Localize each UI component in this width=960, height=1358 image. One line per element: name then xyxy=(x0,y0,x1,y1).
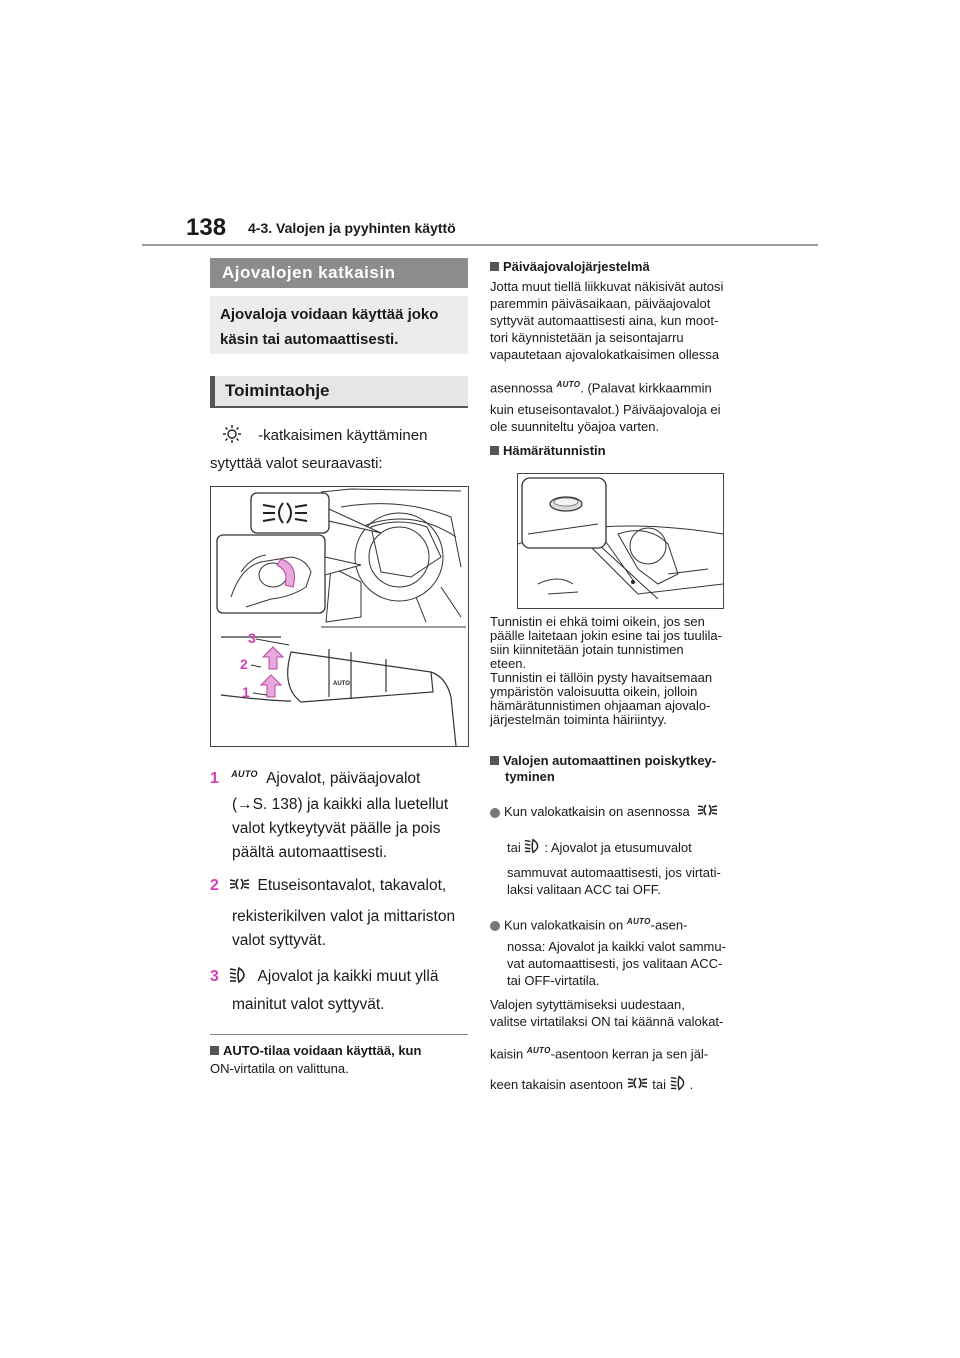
bullet-1-line-4: laksi valitaan ACC tai OFF. xyxy=(507,882,661,897)
figure-label-3: 3 xyxy=(248,630,256,646)
sensor-line-1: Tunnistin ei ehkä toimi oikein, jos sen xyxy=(490,614,705,629)
bullet-1-line-1 xyxy=(490,803,719,820)
drl-title xyxy=(490,258,650,275)
sensor-line-4: eteen. xyxy=(490,656,527,671)
item-2 xyxy=(210,877,446,895)
sensor-line-2: päälle laitetaan jokin esine tai jos tuulila- xyxy=(490,628,722,643)
square-bullet-icon xyxy=(490,262,499,271)
restart-line-4 xyxy=(490,1074,693,1093)
headlight-icon xyxy=(670,1074,690,1092)
drl-line-7: kuin etuseisontavalot.) Päiväajovaloja ei xyxy=(490,402,721,417)
svg-text:AUTO: AUTO xyxy=(333,681,350,687)
drl-line-3: syttyvät automaattisesti aina, kun moot- xyxy=(490,313,719,328)
sensor-line-7: hämärätunnistimen ohjaaman ajovalo- xyxy=(490,698,711,713)
auto-note-title-text: AUTO-tilaa voidaan käyttää, kun xyxy=(223,1043,422,1058)
auto-off-title xyxy=(490,752,716,769)
sensor-title xyxy=(490,442,606,459)
item-1-line-4: päältä automaattisesti. xyxy=(232,844,388,861)
item-3-line-1: Ajovalot ja kaikki muut yllä xyxy=(257,968,439,985)
restart-line-2: valitse virtatilaksi ON tai käännä valokat- xyxy=(490,1014,724,1029)
restart-line-1: Valojen sytyttämiseksi uudestaan, xyxy=(490,997,685,1012)
bullet-1-b-post: : Ajovalot ja etusumuvalot xyxy=(544,840,692,855)
bullet-2-line-4: tai OFF-virtatila. xyxy=(507,973,600,988)
item-3-line-2: mainitut valot syttyvät. xyxy=(232,996,385,1013)
sensor-line-6: ympäristön valoisuutta oikein, jolloin xyxy=(490,684,698,699)
drl-line-8: ole suunniteltu yöajoa varten. xyxy=(490,419,660,434)
restart-b-post: . xyxy=(689,1077,694,1092)
round-bullet-icon xyxy=(490,921,500,931)
parking-light-icon xyxy=(697,803,719,817)
auto-note-title xyxy=(210,1042,421,1059)
auto-icon: AUTO xyxy=(526,1046,551,1055)
section-title: 4-3. Valojen ja pyyhinten käyttö xyxy=(248,220,456,236)
square-bullet-icon xyxy=(490,756,499,765)
instruction-line-2: sytyttää valot seuraavasti: xyxy=(210,455,383,472)
instruction-rule xyxy=(210,406,468,408)
sensor-line-5: Tunnistin ei tällöin pysty havaitsemaan xyxy=(490,670,713,685)
instruction-line-1-text: -katkaisimen käyttäminen xyxy=(258,427,428,444)
note-divider xyxy=(210,1034,468,1035)
bullet-1-line-3: sammuvat automaattisesti, jos virtati- xyxy=(507,865,721,880)
square-bullet-icon xyxy=(210,1046,219,1055)
bullet-1-a: Kun valokatkaisin on asennossa xyxy=(504,804,690,819)
figure-label-2: 2 xyxy=(240,656,248,672)
square-bullet-icon xyxy=(490,446,499,455)
restart-a-post: -asentoon kerran ja sen jäl- xyxy=(550,1046,709,1062)
drl-line-2: paremmin päiväsaikaan, päiväajovalot xyxy=(490,296,711,311)
restart-a-pre: kaisin xyxy=(490,1046,524,1062)
drl-line-6-b: . (Palavat kirkkaammin xyxy=(580,380,712,396)
restart-b-mid: tai xyxy=(652,1077,666,1092)
bullet-1-b-pre: tai xyxy=(507,840,521,855)
drl-line-4: tori käynnistetään ja seisontajarru xyxy=(490,330,684,345)
bullet-2-line-2: nossa: Ajovalot ja kaikki valot sammu- xyxy=(507,939,726,954)
item-1-line-2: (→S. 138) ja kaikki alla luetellut xyxy=(232,796,449,813)
light-switch-icon xyxy=(222,424,242,444)
sensor-line-8: järjestelmän toiminta häiriintyy. xyxy=(490,712,667,727)
drl-title-text: Päiväajovalojärjestelmä xyxy=(503,259,650,274)
bullet-2-line-1 xyxy=(490,913,687,933)
item-1-line-3: valot kytkeytyvät päälle ja pois xyxy=(232,820,441,837)
item-2-line-1: Etuseisontavalot, takavalot, xyxy=(257,877,447,894)
item-2-line-3: valot syttyvät. xyxy=(232,932,326,949)
item-1 xyxy=(210,764,420,789)
instruction-heading: Toimintaohje xyxy=(210,376,468,406)
sensor-title-text: Hämärätunnistin xyxy=(503,443,606,458)
sensor-line-3: siin kiinnitetään jotain tunnistimen xyxy=(490,642,684,657)
auto-icon: AUTO xyxy=(556,380,581,389)
headlight-switch-figure xyxy=(210,486,469,747)
parking-light-icon xyxy=(229,877,251,891)
item-2-number: 2 xyxy=(210,877,219,894)
item-1-line-1: Ajovalot, päiväajovalot xyxy=(266,770,421,788)
headlight-switch-illustration xyxy=(211,487,468,746)
bullet-2-a-post: -asen- xyxy=(650,917,688,933)
parking-light-icon xyxy=(627,1076,649,1090)
bullet-1-line-2 xyxy=(507,837,692,856)
auto-icon: AUTO xyxy=(231,769,258,779)
bullet-2-a-pre: Kun valokatkaisin on xyxy=(504,917,624,933)
headlight-icon xyxy=(524,837,544,855)
light-sensor-figure xyxy=(517,473,724,609)
item-2-line-2: rekisterikilven valot ja mittariston xyxy=(232,908,456,925)
bullet-2-line-3: vat automaattisesti, jos valitaan ACC- xyxy=(507,956,723,971)
drl-line-6-a: asennossa xyxy=(490,380,553,396)
auto-off-title-line-2: tyminen xyxy=(505,769,555,784)
intro-box: Ajovaloja voidaan käyttää joko käsin tai automaattisesti. xyxy=(210,296,468,354)
item-1-number: 1 xyxy=(210,770,219,788)
instruction-line-1 xyxy=(222,424,427,444)
round-bullet-icon xyxy=(490,808,500,818)
headlight-icon xyxy=(229,966,251,984)
header-rule xyxy=(142,244,818,246)
restart-line-3 xyxy=(490,1042,708,1062)
figure-label-1: 1 xyxy=(242,684,250,700)
restart-b-pre: keen takaisin asentoon xyxy=(490,1077,623,1092)
auto-icon: AUTO xyxy=(626,917,651,926)
drl-line-6 xyxy=(490,376,712,396)
item-3-number: 3 xyxy=(210,968,219,985)
drl-line-1: Jotta muut tiellä liikkuvat näkisivät autosi xyxy=(490,279,724,294)
page-number: 138 xyxy=(186,214,227,241)
drl-line-5: vapautetaan ajovalokatkaisimen ollessa xyxy=(490,347,720,362)
sensor-text xyxy=(490,615,722,727)
auto-off-title-line-1: Valojen automaattinen poiskytkey- xyxy=(503,753,717,768)
section-heading: Ajovalojen katkaisin xyxy=(210,258,468,288)
auto-note-text: ON-virtatila on valittuna. xyxy=(210,1061,349,1076)
item-3 xyxy=(210,966,438,986)
light-sensor-illustration xyxy=(518,474,723,608)
